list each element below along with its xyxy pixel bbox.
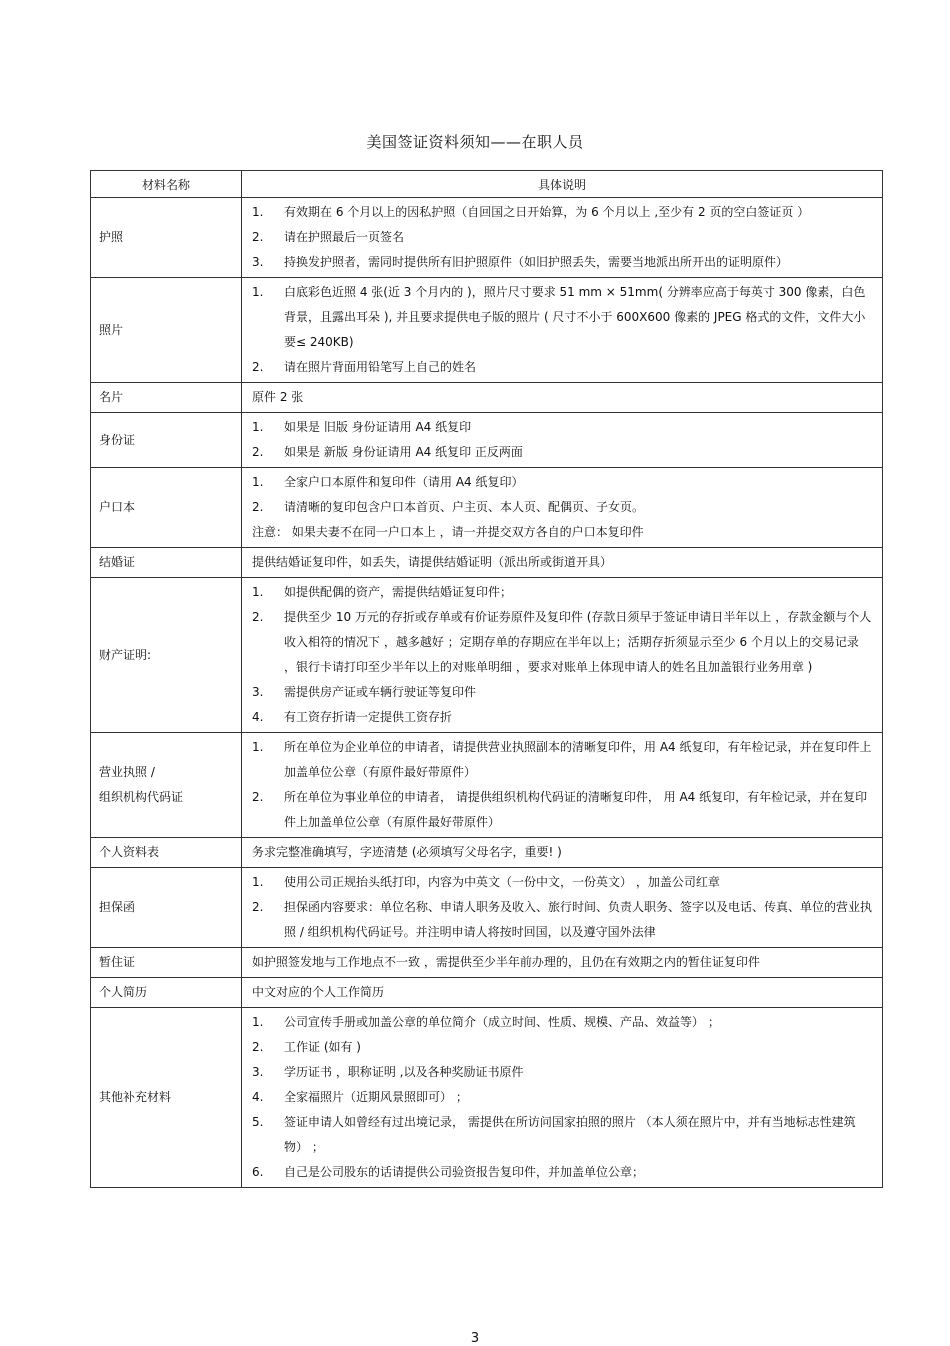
item-text: 需提供房产证或车辆行驶证等复印件 [284, 685, 477, 699]
item-number: 2. [252, 900, 264, 914]
item-number: 2. [252, 610, 264, 624]
item-text: 如护照签发地与工作地点不一致 ，需提供至少半年前办理的，且仍在有效期之内的暂住证复印件 [252, 955, 760, 969]
material-detail-cell [242, 578, 883, 733]
material-name-cell [91, 733, 242, 838]
detail-item [252, 550, 874, 575]
item-number: 3. [252, 1065, 264, 1079]
item-text: 持换发护照者，需同时提供所有旧护照原件（如旧护照丢失，需要当地派出所开出的证明原件） [284, 255, 789, 269]
material-name-cell [91, 868, 242, 948]
item-number: 1. [252, 1015, 264, 1029]
item-text: 有工资存折请一定提供工资存折 [284, 710, 453, 724]
material-name-cell [91, 578, 242, 733]
item-number: 1. [252, 420, 264, 434]
table-row [91, 468, 883, 548]
item-number: 3. [252, 255, 264, 269]
detail-item [252, 605, 874, 680]
material-name-cell [91, 978, 242, 1008]
item-number: 4. [252, 710, 264, 724]
table-row [91, 578, 883, 733]
table-row [91, 733, 883, 838]
material-name-cell [91, 383, 242, 413]
item-text: 全家户口本原件和复印件（请用 A4 纸复印） [284, 475, 524, 489]
detail-item [252, 470, 874, 495]
table-row [91, 838, 883, 868]
detail-item [252, 735, 874, 785]
detail-item [252, 225, 874, 250]
item-text: 自己是公司股东的话请提供公司验资报告复印件，并加盖单位公章； [284, 1165, 645, 1179]
header-detail: 具体说明 [242, 171, 883, 198]
item-text: 如果是 旧版 身份证请用 A4 纸复印 [284, 420, 472, 434]
material-name-cell [91, 1008, 242, 1188]
material-name-cell [91, 413, 242, 468]
material-name: 财产证明: [99, 647, 152, 662]
item-number: 2. [252, 500, 264, 514]
table-row [91, 413, 883, 468]
item-text: 有效期在 6 个月以上的因私护照（自回国之日开始算，为 6 个月以上 ,至少有 2 页的空白签证页 ） [284, 205, 810, 219]
table-row [91, 383, 883, 413]
item-text: 原件 2 张 [252, 390, 304, 404]
detail-item [252, 200, 874, 225]
detail-item [252, 840, 874, 865]
detail-item [252, 250, 874, 275]
material-name: 护照 [99, 230, 124, 244]
material-name-cell [91, 468, 242, 548]
detail-item [252, 355, 874, 380]
material-name-cell [91, 278, 242, 383]
material-detail-cell [242, 278, 883, 383]
material-detail-cell [242, 978, 883, 1008]
material-detail-cell [242, 548, 883, 578]
item-text: 如果是 新版 身份证请用 A4 纸复印 正反两面 [284, 445, 523, 459]
material-detail-cell [242, 838, 883, 868]
item-number: 1. [252, 205, 264, 219]
item-text: 签证申请人如曾经有过出境记录， 需提供在所访问国家拍照的照片 （本人须在照片中，并有当地标志性建筑物） ； [284, 1115, 856, 1154]
material-name-cell [91, 198, 242, 278]
detail-item [252, 705, 874, 730]
header-material-name: 材料名称 [91, 171, 242, 198]
item-number: 6. [252, 1165, 264, 1179]
table-body [91, 198, 883, 1188]
detail-item [252, 1060, 874, 1085]
material-name: 担保函 [99, 900, 136, 914]
item-text: 全家福照片（近期风景照即可） ； [284, 1090, 468, 1104]
item-number: 1. [252, 875, 264, 889]
table-header-row [91, 171, 883, 198]
detail-item [252, 980, 874, 1005]
material-name: 照片 [99, 322, 124, 337]
detail-item [252, 1160, 874, 1185]
detail-item [252, 280, 874, 355]
item-text: 所在单位为事业单位的申请者， 请提供组织机构代码证的清晰复印件， 用 A4 纸复印，有年检记录，并在复印件上加盖单位公章（有原件最好带原件） [284, 790, 868, 829]
detail-item [252, 1010, 874, 1035]
item-number: 2. [252, 445, 264, 459]
material-name: 身份证 [99, 432, 136, 447]
item-number: 1. [252, 285, 264, 299]
item-text: 担保函内容要求：单位名称、申请人职务及收入、旅行时间、负责人职务、签字以及电话、传真、单位的营业执照 / 组织机构代码证号。并注明申请人将按时回国，以及遵守国外法律 [284, 900, 873, 939]
item-number: 2. [252, 230, 264, 244]
detail-item [252, 1110, 874, 1160]
detail-item [252, 415, 874, 440]
item-number: 3. [252, 685, 264, 699]
table-row [91, 948, 883, 978]
material-detail-cell [242, 198, 883, 278]
table-row [91, 1008, 883, 1188]
material-name: 营业执照 / 组织机构代码证 [99, 765, 184, 804]
detail-item [252, 785, 874, 835]
item-number: 4. [252, 1090, 264, 1104]
item-text: 如提供配偶的资产，需提供结婚证复印件； [284, 585, 513, 599]
item-number: 5. [252, 1115, 264, 1129]
material-name: 名片 [99, 390, 124, 404]
item-text: 请清晰的复印包含户口本首页、户主页、本人页、配偶页、子女页。 [284, 500, 645, 514]
item-number: 2. [252, 1040, 264, 1054]
material-detail-cell [242, 868, 883, 948]
item-text: 公司宣传手册或加盖公章的单位简介（成立时间、性质、规模、产品、效益等） ； [284, 1015, 720, 1029]
material-detail-cell [242, 413, 883, 468]
item-text: 请在照片背面用铅笔写上自己的姓名 [284, 360, 477, 374]
table-row [91, 868, 883, 948]
item-text: 中文对应的个人工作简历 [252, 985, 385, 999]
material-name: 个人资料表 [99, 845, 160, 859]
detail-item [252, 580, 874, 605]
detail-item [252, 1085, 874, 1110]
detail-item [252, 495, 874, 520]
item-number: 2. [252, 360, 264, 374]
material-name-cell [91, 948, 242, 978]
material-name-cell [91, 838, 242, 868]
material-name-cell [91, 548, 242, 578]
item-text: 注意： 如果夫妻不在同一户口本上 ，请一并提交双方各自的户口本复印件 [252, 525, 644, 539]
item-number: 1. [252, 585, 264, 599]
material-detail-cell [242, 1008, 883, 1188]
detail-item [252, 895, 874, 945]
table-row [91, 978, 883, 1008]
material-detail-cell [242, 468, 883, 548]
item-text: 使用公司正规抬头纸打印，内容为中英文（一份中文，一份英文） ，加盖公司红章 [284, 875, 720, 889]
item-number: 1. [252, 740, 264, 754]
detail-item [252, 385, 874, 410]
page-title: 美国签证资料须知——在职人员 [366, 133, 584, 151]
detail-item [252, 1035, 874, 1060]
detail-item [252, 680, 874, 705]
table-row [91, 198, 883, 278]
detail-item [252, 520, 874, 545]
material-detail-cell [242, 733, 883, 838]
visa-materials-table [90, 170, 883, 1188]
item-text: 务求完整准确填写，字迹清楚 (必须填写父母名字，重要! ) [252, 845, 562, 859]
table-row [91, 548, 883, 578]
item-text: 提供至少 10 万元的存折或存单或有价证券原件及复印件 (存款日须早于签证申请日半年以上 ，存款金额与个人收入相符的情况下 ，越多越好 ；定期存单的存期应在半年以上；活期存折须显示至少 6 个月以上的交易记录 ，银行卡请打印至少半年以上的对账单明细 ，要求对账单上体现申请人的姓名且加盖银行业务用章 ) [284, 610, 872, 674]
detail-item [252, 440, 874, 465]
material-name: 结婚证 [99, 555, 136, 569]
detail-item [252, 950, 874, 975]
material-name: 暂住证 [99, 955, 136, 969]
item-text: 请在护照最后一页签名 [284, 230, 405, 244]
material-detail-cell [242, 948, 883, 978]
item-text: 工作证 (如有 ) [284, 1040, 361, 1054]
item-text: 白底彩色近照 4 张(近 3 个月内的 )，照片尺寸要求 51 mm × 51mm( 分辨率应高于每英寸 300 像素，白色背景，且露出耳朵 ), 并且要求提供电子版的照片 ( 尺寸不小于 600X600 像素的 JPEG 格式的文件，文件大小要≤ 240KB) [284, 285, 866, 349]
item-text: 提供结婚证复印件，如丢失，请提供结婚证明（派出所或街道开具） [252, 555, 613, 569]
item-text: 学历证书 ，职称证明 ,以及各种奖励证书原件 [284, 1065, 524, 1079]
material-name: 个人简历 [99, 985, 148, 999]
item-text: 所在单位为企业单位的申请者，请提供营业执照副本的清晰复印件，用 A4 纸复印，有年检记录，并在复印件上加盖单位公章（有原件最好带原件） [284, 740, 872, 779]
material-detail-cell [242, 383, 883, 413]
material-name: 其他补充材料 [99, 1090, 172, 1104]
item-number: 2. [252, 790, 264, 804]
table-row [91, 278, 883, 383]
detail-item [252, 870, 874, 895]
item-number: 1. [252, 475, 264, 489]
material-name: 户口本 [99, 500, 136, 514]
page-number: 3 [470, 1331, 480, 1346]
